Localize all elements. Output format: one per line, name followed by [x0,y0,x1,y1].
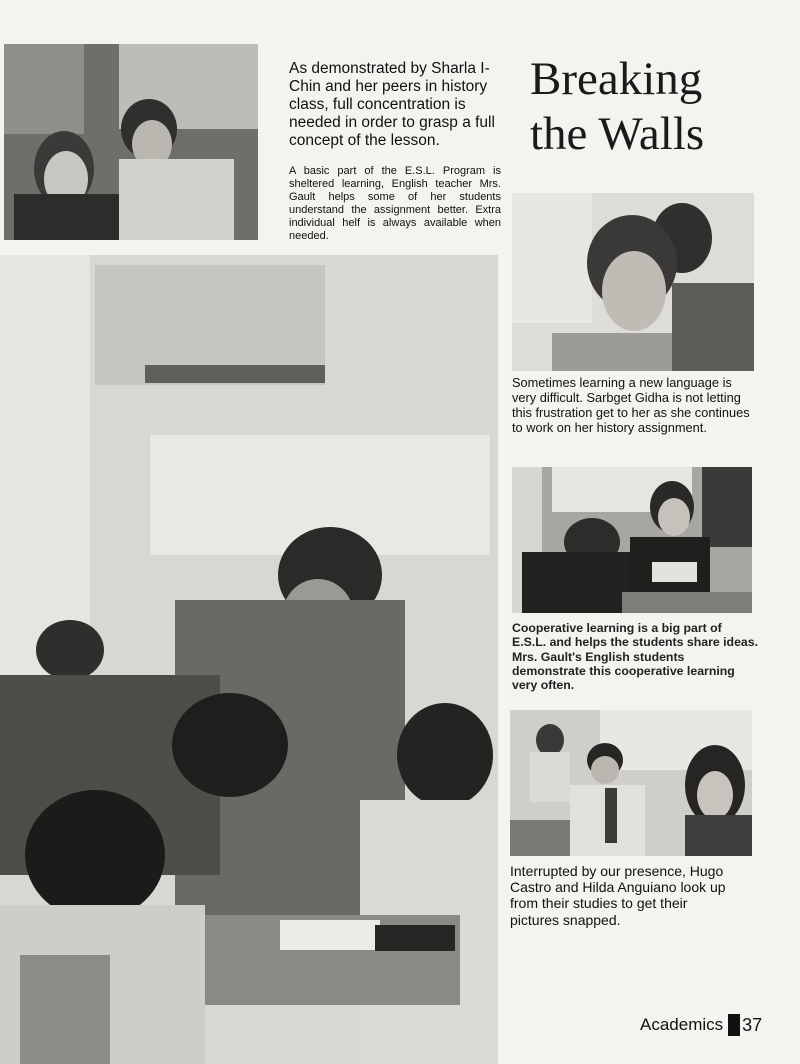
footer-section-name: Academics [640,1015,724,1034]
photo-sarbget-gidha [512,193,754,371]
caption-right-2: Cooperative learning is a big part of E.S.L. and helps the students share ideas. Mrs. Gault's English students demonstrate this cooperative learning very often. [512,621,759,692]
caption-top-small: A basic part of the E.S.L. Program is sheltered learning, English teacher Mrs. Gault helps some of her students understand the assignment better. Extra individual helf is always available when needed. [289,165,501,242]
page-footer [640,1014,762,1036]
caption-right-1: Sometimes learning a new language is very difficult. Sarbget Gidha is not letting this frustration get to her as she continues to work on her history assignment. [512,375,750,435]
footer-bar-mark [728,1014,740,1036]
caption-top-large: As demonstrated by Sharla I-Chin and her peers in history class, full concentration is needed in order to grasp a full concept of the lesson. [289,60,495,149]
caption-right-3: Interrupted by our presence, Hugo Castro and Hilda Anguiano look up from their studies to get their pictures snapped. [510,863,726,928]
headline-line-2: the Walls [530,108,705,161]
page-headline [530,52,792,163]
photo-cooperative-learning [512,467,752,613]
photo-history-class [4,44,258,240]
headline-line-1: Breaking [530,53,703,105]
photo-hugo-and-hilda [510,710,752,856]
photo-classroom-main [0,255,498,1064]
page-number: 37 [742,1014,763,1035]
